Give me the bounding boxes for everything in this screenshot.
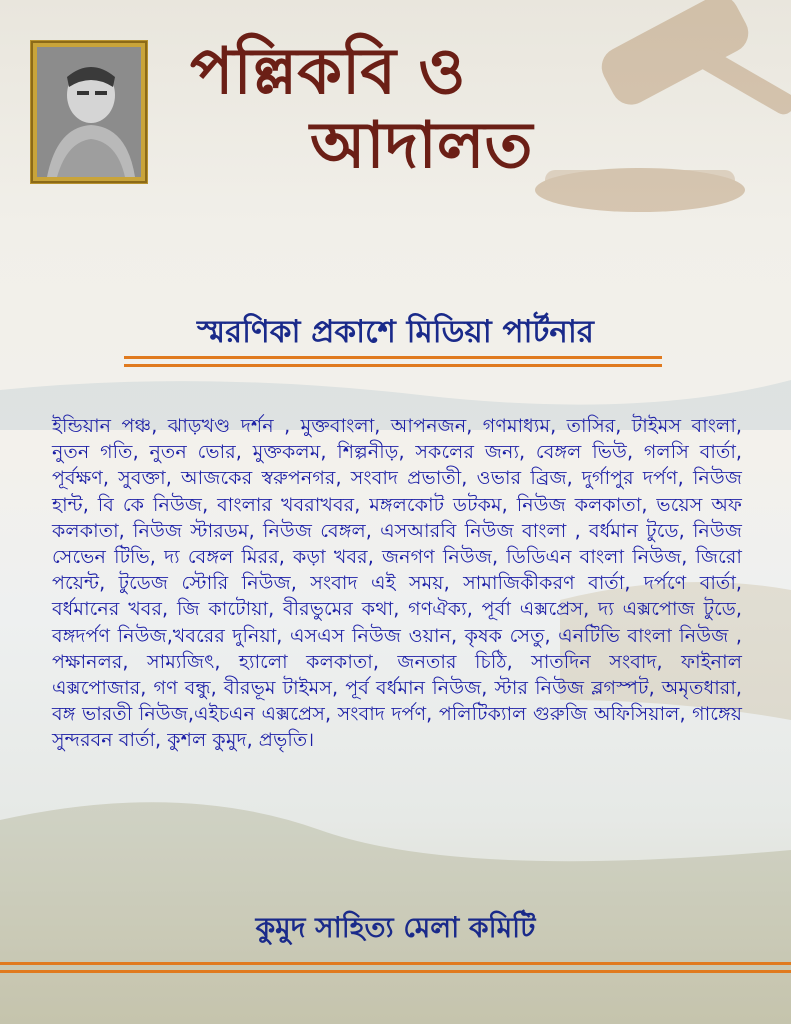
divider-bottom-1: [0, 962, 791, 965]
committee-name: কুমুদ সাহিত্য মেলা কমিটি: [255, 911, 536, 944]
portrait-frame: [31, 41, 147, 183]
page-title: [190, 34, 610, 183]
portrait-figure: [37, 47, 141, 177]
title-line-1: পল্লিকবি ও: [190, 34, 466, 109]
divider-top-2: [124, 364, 662, 367]
divider-bottom-2: [0, 970, 791, 973]
portrait-image: [37, 47, 141, 177]
subtitle-heading: স্মরণিকা প্রকাশে মিডিয়া পার্টনার: [197, 314, 594, 350]
media-partners-list: ইন্ডিয়ান পঞ্চ, ঝাড়খণ্ড দর্শন , মুক্তবাংলা, আপনজন, গণমাধ্যম, তাসির, টাইমস বাংলা, নুতন গতি, নুতন ভোর, মুক্তকলম, শিল্পনীড়, সকলের জন্য, বেঙ্গল ভিউ, গলসি বার্তা, পূর্বক্ষণ, সুবক্তা, আজকের স্বরুপনগর, সংবাদ প্রভাতী, ওভার ব্রিজ, দুর্গাপুর দর্পণ, নিউজ হান্ট, বি কে নিউজ, বাংলার খবরাখবর, মঙ্গলকোট ডটকম, নিউজ কলকাতা, ভয়েস অফ কলকাতা, নিউজ স্টারডম, নিউজ বেঙ্গল, এসআরবি নিউজ বাংলা , বর্ধমান টুডে, নিউজ সেভেন টিভি, দ্য বেঙ্গল মিরর, কড়া খবর, জনগণ নিউজ, ডিডিএন বাংলা নিউজ, জিরো পয়েন্ট, টুডেজ স্টোরি নিউজ, সংবাদ এই সময়, সামাজিকীকরণ বার্তা, দর্পণে বার্তা, বর্ধমানের খবর, জি কাটোয়া, বীরভুমের কথা, গণঐক্য, পূর্বা এক্সপ্রেস, দ্য এক্সপোজ টুডে, বঙ্গদর্পণ নিউজ,খবরের দুনিয়া, এসএস নিউজ ওয়ান, কৃষক সেতু, এনটিভি বাংলা নিউজ , পক্ষানলর, সাম্যজিৎ, হ্যালো কলকাতা, জনতার চিঠি, সাতদিন সংবাদ, ফাইনাল এক্সপোজার, গণ বন্ধু, বীরভূম টাইমস, পূর্ব বর্ধমান নিউজ, স্টার নিউজ ব্লগস্পট, অমৃতধারা, বঙ্গ ভারতী নিউজ,এইচএন এক্সপ্রেস, সংবাদ দর্পণ, পলিটিক্যাল গুরুজি অফিসিয়াল, গাঙ্গেয় সুন্দরবন বার্তা, কুশল কুমুদ, প্রভৃতি।: [52, 414, 742, 752]
title-line-2: আদালত: [310, 108, 533, 183]
divider-top-1: [124, 356, 662, 359]
